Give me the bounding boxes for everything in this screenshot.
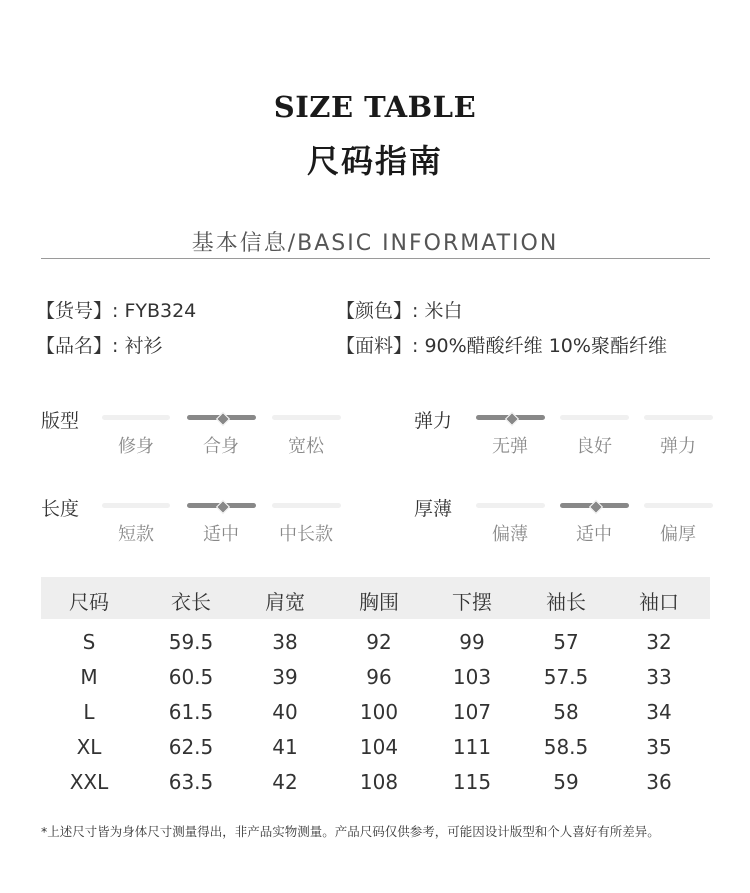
length-track-0 — [102, 503, 170, 508]
basic-info-heading: 基本信息/BASIC INFORMATION — [191, 231, 559, 256]
selected-marker-icon — [215, 411, 229, 425]
value-cell: 36 — [646, 770, 672, 794]
header-cell: 肩宽 — [265, 590, 305, 614]
size-cell: XL — [76, 735, 102, 759]
fit-label: 版型 — [41, 410, 80, 432]
elasticity-option: 无弹 — [492, 436, 528, 457]
elasticity-option: 弹力 — [660, 436, 696, 457]
value-cell: 92 — [366, 630, 392, 654]
header-cell: 胸围 — [359, 590, 399, 614]
thickness-option: 偏薄 — [492, 524, 528, 545]
value-cell: 58 — [553, 700, 579, 724]
thickness-label: 厚薄 — [414, 498, 453, 520]
value-cell: 32 — [646, 630, 672, 654]
length-track-1-selected — [187, 503, 256, 508]
size-cell: M — [80, 665, 98, 689]
value-cell: 115 — [452, 770, 492, 794]
fit-track-0 — [102, 415, 170, 420]
value-cell: 63.5 — [168, 770, 214, 794]
value-cell: 41 — [272, 735, 298, 759]
header-cell: 袖长 — [546, 590, 586, 614]
value-cell: 96 — [366, 665, 392, 689]
fit-option: 宽松 — [288, 436, 324, 457]
value-cell: 42 — [272, 770, 298, 794]
size-cell: S — [82, 630, 96, 654]
value-cell: 33 — [646, 665, 672, 689]
header-cell: 衣长 — [171, 590, 211, 614]
elasticity-track-0-selected — [476, 415, 545, 420]
value-cell: 60.5 — [168, 665, 214, 689]
value-cell: 58.5 — [543, 735, 589, 759]
elasticity-label: 弹力 — [414, 410, 453, 432]
thickness-track-2 — [644, 503, 713, 508]
elasticity-track-1 — [560, 415, 629, 420]
value-cell: 104 — [359, 735, 399, 759]
value-cell: 38 — [272, 630, 298, 654]
selected-marker-icon — [504, 411, 518, 425]
length-option: 短款 — [118, 524, 154, 545]
header-cell: 下摆 — [452, 590, 492, 614]
value-cell: 35 — [646, 735, 672, 759]
value-cell: 40 — [272, 700, 298, 724]
selected-marker-icon — [215, 499, 229, 513]
product-color: 【颜色】: 米白 — [336, 300, 463, 322]
thickness-option: 适中 — [576, 524, 612, 545]
value-cell: 100 — [359, 700, 399, 724]
fit-option: 修身 — [118, 436, 154, 457]
value-cell: 57 — [553, 630, 579, 654]
elasticity-track-2 — [644, 415, 713, 420]
value-cell: 57.5 — [543, 665, 589, 689]
length-label: 长度 — [41, 498, 80, 520]
selected-marker-icon — [588, 499, 602, 513]
value-cell: 39 — [272, 665, 298, 689]
title-english: SIZE TABLE — [273, 90, 477, 124]
value-cell: 59 — [553, 770, 579, 794]
thickness-option: 偏厚 — [660, 524, 696, 545]
value-cell: 62.5 — [168, 735, 214, 759]
title-chinese: 尺码指南 — [306, 142, 443, 180]
thickness-track-0 — [476, 503, 545, 508]
value-cell: 108 — [359, 770, 399, 794]
fit-option: 合身 — [203, 436, 239, 457]
length-option: 适中 — [203, 524, 239, 545]
elasticity-option: 良好 — [576, 436, 612, 457]
section-divider — [41, 258, 710, 259]
value-cell: 111 — [452, 735, 492, 759]
value-cell: 61.5 — [168, 700, 214, 724]
value-cell: 107 — [452, 700, 492, 724]
length-option: 中长款 — [279, 524, 333, 545]
disclaimer-footnote: *上述尺寸皆为身体尺寸测量得出，非产品实物测量。产品尺码仅供参考，可能因设计版型和个人喜好有所差异。 — [41, 824, 660, 839]
fit-track-1-selected — [187, 415, 256, 420]
header-cell: 尺码 — [69, 590, 109, 614]
value-cell: 99 — [459, 630, 485, 654]
product-material: 【面料】: 90%醋酸纤维 10%聚酯纤维 — [336, 335, 667, 357]
value-cell: 34 — [646, 700, 672, 724]
length-track-2 — [272, 503, 341, 508]
thickness-track-1-selected — [560, 503, 629, 508]
header-cell: 袖口 — [639, 590, 679, 614]
item-number: 【货号】: FYB324 — [36, 300, 197, 322]
value-cell: 59.5 — [168, 630, 214, 654]
value-cell: 103 — [452, 665, 492, 689]
product-name: 【品名】: 衬衫 — [36, 335, 163, 357]
size-cell: L — [83, 700, 95, 724]
size-cell: XXL — [69, 770, 109, 794]
fit-track-2 — [272, 415, 341, 420]
